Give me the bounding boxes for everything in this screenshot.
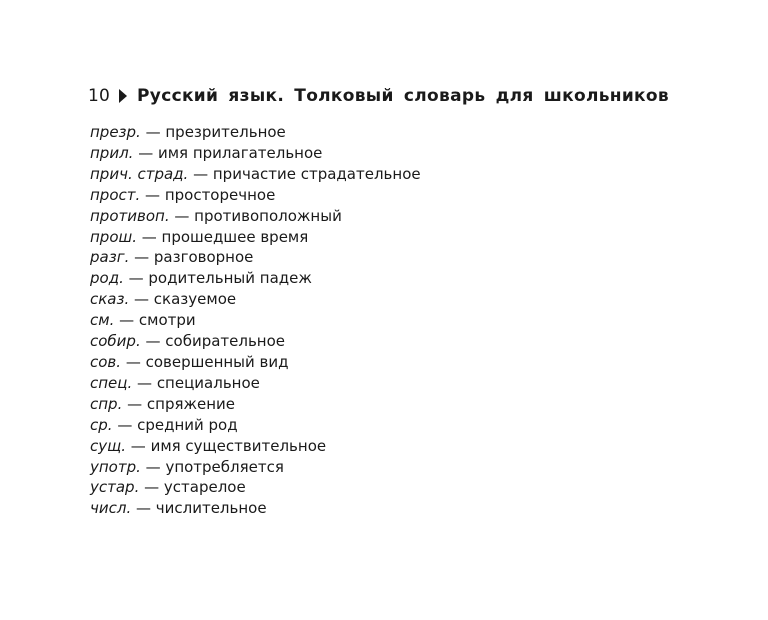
abbreviation-entry xyxy=(90,206,421,227)
abbreviation-entry xyxy=(90,331,421,352)
abbreviation-entry xyxy=(90,310,421,331)
abbreviation-meaning: имя прилагательное xyxy=(157,143,323,162)
abbreviation-entry xyxy=(90,394,421,415)
em-dash-separator: — xyxy=(139,478,164,497)
abbreviation-term: род. xyxy=(90,269,124,288)
abbreviation-term: сказ. xyxy=(90,290,130,309)
em-dash-separator: — xyxy=(129,248,154,267)
abbreviation-term: спец. xyxy=(90,373,133,392)
abbreviation-meaning: причастие страдательное xyxy=(212,164,421,183)
abbreviation-entry xyxy=(90,477,421,498)
abbreviation-meaning: употребляется xyxy=(165,457,284,476)
abbreviation-meaning: презрительное xyxy=(165,123,286,141)
abbreviation-entry xyxy=(90,143,421,164)
abbreviation-entry xyxy=(90,373,421,394)
abbreviation-meaning: просторечное xyxy=(164,185,276,204)
abbreviation-term: собир. xyxy=(90,332,141,351)
abbreviation-meaning: спряжение xyxy=(146,394,236,413)
abbreviation-meaning: разговорное xyxy=(153,248,254,267)
abbreviation-meaning: совершенный вид xyxy=(145,352,289,371)
abbreviation-entry xyxy=(90,457,421,478)
abbreviation-entry xyxy=(90,227,421,248)
em-dash-separator: — xyxy=(140,185,165,204)
abbreviation-term: прош. xyxy=(90,227,137,246)
em-dash-separator: — xyxy=(114,311,139,330)
page-header xyxy=(88,86,669,106)
abbreviation-meaning: прошедшее время xyxy=(161,227,309,246)
abbreviation-entry xyxy=(90,289,421,310)
abbreviation-entry xyxy=(90,122,421,143)
abbreviation-term: прич. страд. xyxy=(90,164,189,183)
abbreviation-term: сов. xyxy=(90,352,122,371)
abbreviation-meaning: смотри xyxy=(138,311,196,330)
abbreviation-meaning: имя существительное xyxy=(150,436,327,455)
abbreviation-term: прил. xyxy=(90,143,134,162)
em-dash-separator: — xyxy=(133,143,158,162)
abbreviation-entry xyxy=(90,436,421,457)
em-dash-separator: — xyxy=(137,227,162,246)
abbreviation-entry xyxy=(90,247,421,268)
em-dash-separator: — xyxy=(121,352,146,371)
triangle-right-icon xyxy=(119,89,127,103)
abbreviation-entry xyxy=(90,498,421,519)
abbreviation-meaning: специальное xyxy=(156,373,260,392)
abbreviation-term: спр. xyxy=(90,394,123,413)
abbreviation-term: числ. xyxy=(90,499,132,518)
abbreviation-meaning: устарелое xyxy=(163,478,246,497)
em-dash-separator: — xyxy=(132,373,157,392)
abbreviation-entry xyxy=(90,164,421,185)
em-dash-separator: — xyxy=(169,206,195,225)
em-dash-separator: — xyxy=(126,436,151,455)
abbreviation-list xyxy=(90,122,421,519)
abbreviation-entry xyxy=(90,415,421,436)
abbreviation-term: презр. xyxy=(90,123,141,141)
abbreviation-meaning: сказуемое xyxy=(153,290,237,309)
abbreviation-meaning: числительное xyxy=(155,499,267,518)
abbreviation-meaning: противоположный xyxy=(194,206,342,225)
em-dash-separator: — xyxy=(188,164,213,183)
em-dash-separator: — xyxy=(140,332,166,351)
abbreviation-term: ср. xyxy=(90,415,113,434)
em-dash-separator: — xyxy=(123,269,149,288)
abbreviation-term: устар. xyxy=(90,478,140,497)
abbreviation-entry xyxy=(90,268,421,289)
em-dash-separator: — xyxy=(131,499,156,518)
em-dash-separator: — xyxy=(140,123,166,141)
abbreviation-term: см. xyxy=(90,311,115,330)
abbreviation-term: противоп. xyxy=(90,206,170,225)
em-dash-separator: — xyxy=(122,394,147,413)
abbreviation-entry xyxy=(90,185,421,206)
em-dash-separator: — xyxy=(129,290,154,309)
abbreviation-term: прост. xyxy=(90,185,141,204)
abbreviation-meaning: родительный падеж xyxy=(148,269,312,288)
abbreviation-entry xyxy=(90,352,421,373)
em-dash-separator: — xyxy=(112,415,138,434)
abbreviation-term: сущ. xyxy=(90,436,127,455)
abbreviation-term: разг. xyxy=(90,248,130,267)
abbreviation-term: употр. xyxy=(90,457,141,476)
page-number: 10 xyxy=(88,86,111,106)
abbreviation-meaning: собирательное xyxy=(165,332,286,351)
book-title: Русский язык. Толковый словарь для школьников xyxy=(137,86,669,106)
em-dash-separator: — xyxy=(140,457,166,476)
abbreviation-meaning: средний род xyxy=(137,415,238,434)
